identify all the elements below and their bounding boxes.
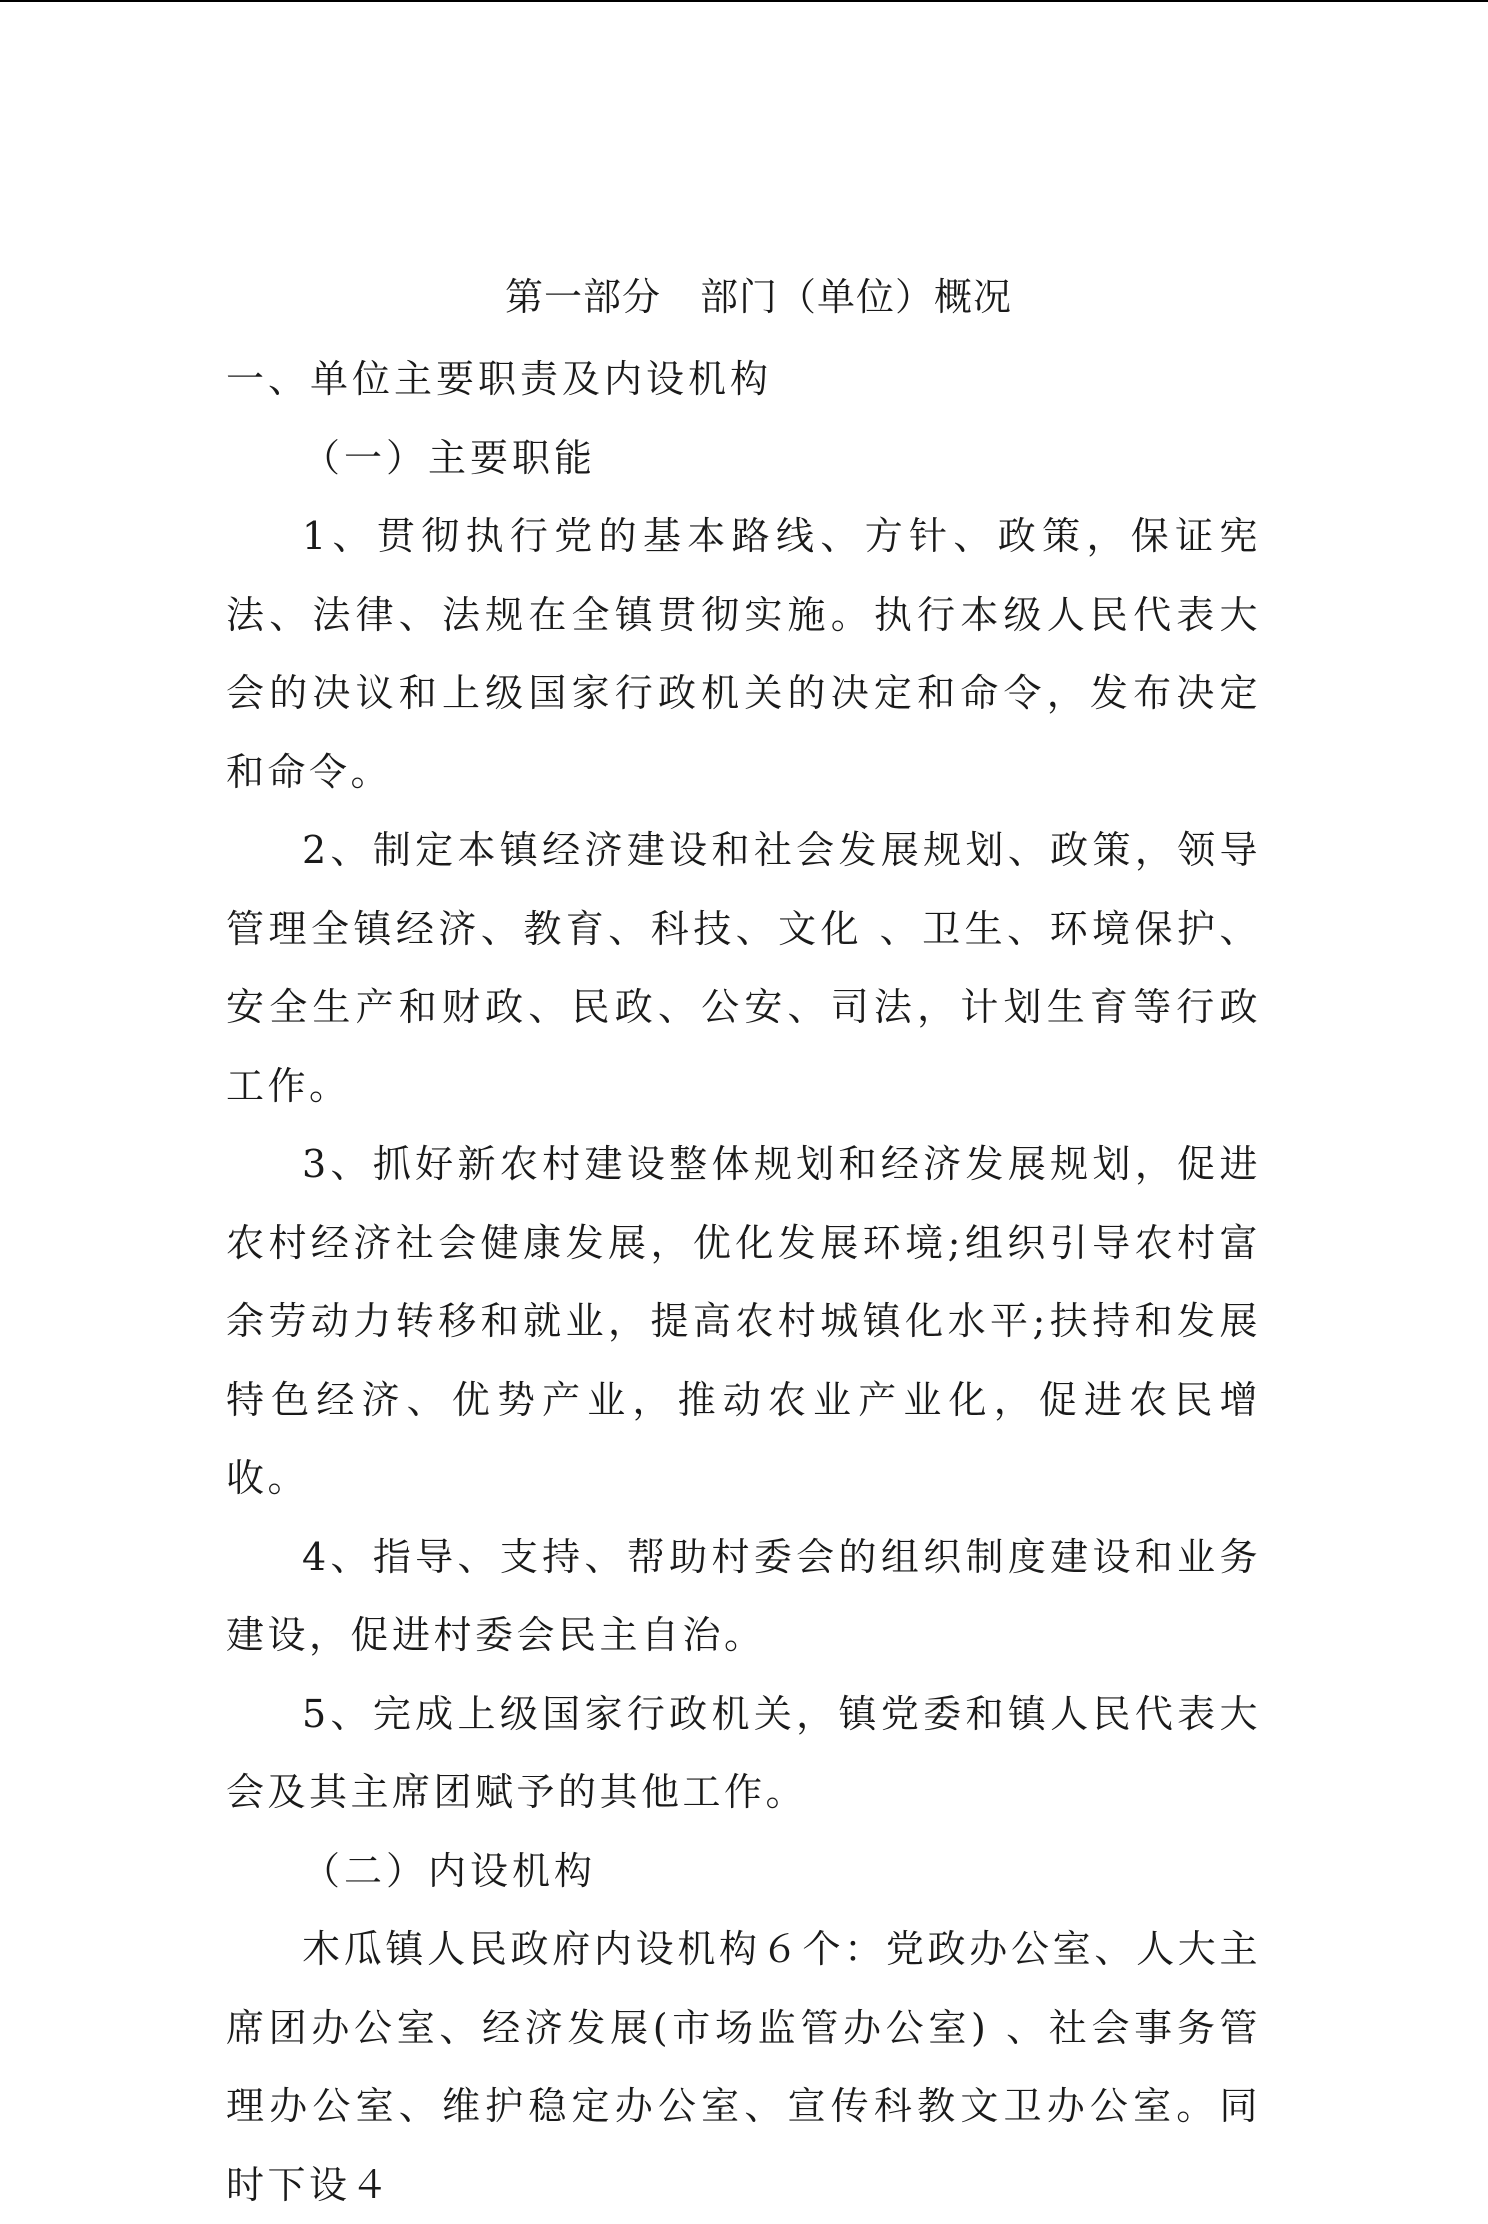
subsection-heading-structure: （二）内设机构 [302, 1848, 597, 1893]
function-paragraph-2: 2、制定本镇经济建设和社会发展规划、政策，领导管理全镇经济、教育、科技、文化 、卫生、环境保护、安全生产和财政、民政、公安、司法，计划生育等行政工作。 [226, 828, 1261, 1108]
function-paragraph-1: 1、贯彻执行党的基本路线、方针、政策，保证宪法、法律、法规在全镇贯彻实施。执行本级人民代表大会的决议和上级国家行政机关的决定和命令，发布决定和命令。 [226, 514, 1261, 794]
section-heading: 一、单位主要职责及内设机构 [226, 357, 773, 401]
part-title: 第一部分 部门（单位）概况 [504, 275, 1012, 319]
structure-paragraph: 木瓜镇人民政府内设机构６个：党政办公室、人大主席团办公室、经济发展(市场监管办公室) 、社会事务管理办公室、维护稳定办公室、宣传科教文卫办公室。同时下设４ [226, 1927, 1261, 2207]
subsection-heading-functions: （一）主要职能 [302, 435, 597, 480]
page-top-border [0, 0, 1488, 2]
function-paragraph-4: 4、指导、支持、帮助村委会的组织制度建设和业务建设，促进村委会民主自治。 [226, 1534, 1261, 1657]
function-paragraph-5: 5、完成上级国家行政机关，镇党委和镇人民代表大会及其主席团赋予的其他工作。 [226, 1691, 1261, 1814]
function-paragraph-3: 3、抓好新农村建设整体规划和经济发展规划，促进农村经济社会健康发展，优化发展环境;组织引导农村富余劳动力转移和就业，提高农村城镇化水平;扶持和发展特色经济、优势产业，推动农业产业化，促进农民增收。 [226, 1142, 1261, 1500]
document-body [226, 262, 1261, 2224]
